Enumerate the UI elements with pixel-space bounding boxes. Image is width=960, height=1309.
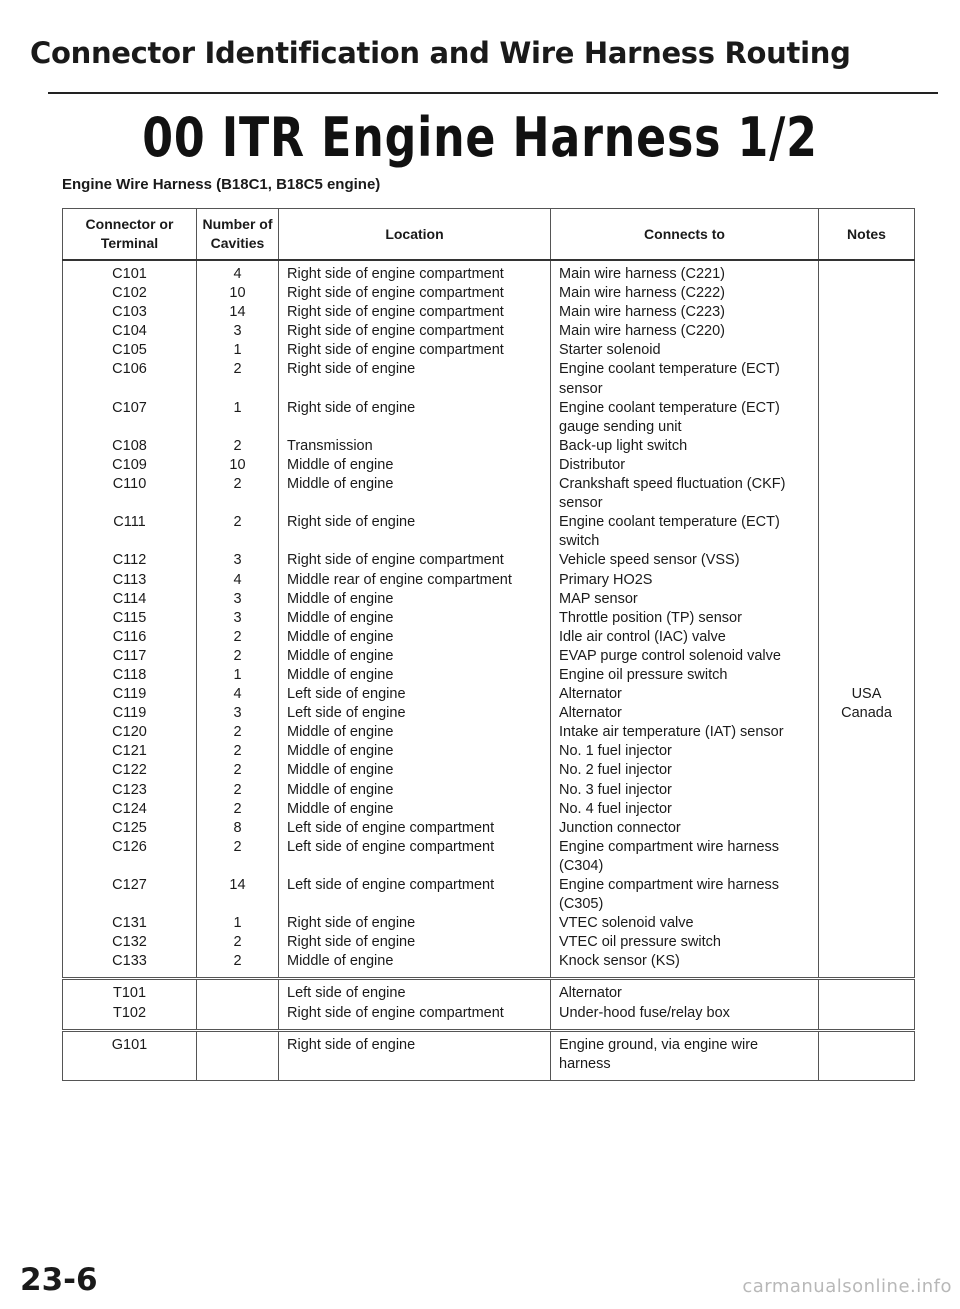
connector-id: C101 <box>112 266 147 282</box>
cell-text: Starter solenoid <box>559 342 661 359</box>
connector-id: C116 <box>112 628 147 645</box>
connector-id: C111 <box>113 514 146 531</box>
cell-text: Middle of engine <box>287 762 394 779</box>
cell-text: Left side of engine compartment <box>287 838 495 855</box>
connector-id: C125 <box>112 819 147 836</box>
table-row-group <box>63 260 915 979</box>
cell-text: 3 <box>233 609 242 626</box>
blank-line <box>205 1055 270 1074</box>
table-header-row <box>63 209 915 261</box>
cell-text: MAP sensor <box>559 590 638 607</box>
connector-id: C118 <box>112 666 147 683</box>
note-text: USA <box>851 686 882 703</box>
blank-line <box>827 380 906 399</box>
cell-text: Right side of engine <box>287 1036 416 1053</box>
cell-text: 2 <box>233 724 242 741</box>
table-row-group <box>63 979 915 1030</box>
cell-text: Main wire harness (C223) <box>559 304 726 321</box>
connector-id: C119 <box>112 705 147 722</box>
cell-text: 3 <box>233 705 242 722</box>
cell-text: 2 <box>233 361 242 378</box>
cell-text: sensor <box>559 380 603 397</box>
blank-line <box>827 857 906 876</box>
cell-text: Alternator <box>559 705 622 722</box>
cell-text: Left side of engine <box>287 985 406 1002</box>
location-cell <box>279 1030 551 1080</box>
cell-text: VTEC oil pressure switch <box>559 934 721 951</box>
cell-text: Engine ground, via engine wire <box>559 1036 759 1053</box>
blank-line <box>827 838 906 857</box>
connector-id: T101 <box>112 985 147 1002</box>
blank-line <box>287 494 542 513</box>
cell-text: 2 <box>233 476 242 493</box>
cell-text: EVAP purge control solenoid valve <box>559 647 781 664</box>
blank-line <box>827 532 906 551</box>
page-number: 23-6 <box>20 1262 98 1298</box>
cell-text: No. 3 fuel injector <box>559 781 672 798</box>
header-connects-to: Connects to <box>551 209 819 261</box>
cell-text: Transmission <box>287 437 373 454</box>
cell-text: Engine compartment wire harness <box>559 838 780 855</box>
cell-text: Main wire harness (C222) <box>559 285 726 302</box>
connector-cell <box>63 1030 197 1080</box>
cell-text: Right side of engine compartment <box>287 266 504 282</box>
blank-line <box>287 895 542 914</box>
title-divider <box>48 92 938 94</box>
blank-line <box>827 895 906 914</box>
blank-line <box>287 380 542 399</box>
cell-text: Middle of engine <box>287 628 394 645</box>
connector-id: C103 <box>112 304 147 321</box>
connector-table <box>62 208 915 1081</box>
cell-text: Alternator <box>559 686 622 703</box>
blank-line <box>205 895 270 914</box>
blank-line <box>827 628 906 647</box>
connector-id: C105 <box>112 342 147 359</box>
blank-line <box>827 399 906 418</box>
cell-text: Right side of engine compartment <box>287 342 504 359</box>
connector-id: C104 <box>112 323 147 340</box>
cell-text: Middle of engine <box>287 456 394 473</box>
blank-line <box>827 1004 906 1023</box>
location-cell <box>279 979 551 1030</box>
cell-text: gauge sending unit <box>559 418 682 435</box>
page-title: Connector Identification and Wire Harness Routing <box>30 36 851 70</box>
blank-line <box>287 418 542 437</box>
blank-line <box>827 341 906 360</box>
cell-text: 2 <box>233 838 242 855</box>
table-row-group <box>63 1030 915 1080</box>
blank-line <box>827 322 906 341</box>
cell-text: Back-up light switch <box>559 437 688 454</box>
blank-line <box>827 647 906 666</box>
blank-line <box>71 418 188 437</box>
blank-line <box>827 952 906 971</box>
connector-id: C132 <box>112 934 147 951</box>
cell-text: Middle of engine <box>287 647 394 664</box>
blank-line <box>71 1055 188 1074</box>
blank-line <box>71 895 188 914</box>
connector-id: C114 <box>112 590 147 607</box>
cavities-cell <box>197 260 279 979</box>
header-cavities: Number of Cavities <box>197 209 279 261</box>
cell-text: 1 <box>233 666 242 683</box>
cell-text: Engine compartment wire harness <box>559 877 780 893</box>
blank-line <box>827 1055 906 1074</box>
cell-text: VTEC solenoid valve <box>559 915 694 932</box>
cell-text: 2 <box>233 800 242 817</box>
header-location: Location <box>279 209 551 261</box>
cell-text: Middle of engine <box>287 666 394 683</box>
blank-line <box>205 857 270 876</box>
cavities-cell <box>197 979 279 1030</box>
cell-text: 1 <box>233 342 242 359</box>
header-connector: Connector or Terminal <box>63 209 197 261</box>
blank-line <box>827 284 906 303</box>
blank-line <box>205 1004 270 1023</box>
blank-line <box>827 723 906 742</box>
cell-text: harness <box>559 1055 611 1072</box>
notes-cell <box>819 979 915 1030</box>
blank-line <box>827 303 906 322</box>
cavities-cell <box>197 1030 279 1080</box>
cell-text: Right side of engine compartment <box>287 285 504 302</box>
connector-cell <box>63 260 197 979</box>
cell-text: Right side of engine compartment <box>287 304 504 321</box>
cell-text: Under-hood fuse/relay box <box>559 1004 730 1021</box>
cell-text: Middle of engine <box>287 476 394 493</box>
cell-text: 2 <box>233 953 242 970</box>
cell-text: Engine oil pressure switch <box>559 666 728 683</box>
connector-id: C112 <box>112 552 147 569</box>
connector-id: C110 <box>112 476 147 493</box>
watermark: carmanualsonline.info <box>742 1276 952 1297</box>
cell-text: Vehicle speed sensor (VSS) <box>559 552 740 569</box>
blank-line <box>287 532 542 551</box>
blank-line <box>827 571 906 590</box>
blank-line <box>827 513 906 532</box>
blank-line <box>827 418 906 437</box>
cell-text: 2 <box>233 514 242 531</box>
cell-text: No. 1 fuel injector <box>559 743 672 760</box>
cell-text: 2 <box>233 934 242 951</box>
blank-line <box>827 551 906 570</box>
cell-text: Right side of engine compartment <box>287 323 504 340</box>
blank-line <box>827 742 906 761</box>
blank-line <box>827 876 906 895</box>
blank-line <box>827 456 906 475</box>
cell-text: Middle rear of engine compartment <box>287 571 512 588</box>
location-cell <box>279 260 551 979</box>
cell-text: 3 <box>233 590 242 607</box>
cell-text: Middle of engine <box>287 953 394 970</box>
connector-id: C127 <box>112 877 147 893</box>
cell-text: Left side of engine compartment <box>287 877 495 893</box>
connects-to-cell <box>551 1030 819 1080</box>
cell-text: Middle of engine <box>287 743 394 760</box>
cell-text: Right side of engine <box>287 514 416 531</box>
connector-id: C107 <box>112 399 147 416</box>
blank-line <box>827 265 906 284</box>
blank-line <box>827 437 906 456</box>
cell-text: Engine coolant temperature (ECT) <box>559 514 780 531</box>
connects-to-cell <box>551 260 819 979</box>
blank-line <box>71 532 188 551</box>
blank-line <box>827 609 906 628</box>
cell-text: 3 <box>233 552 242 569</box>
blank-line <box>827 590 906 609</box>
cell-text: Left side of engine <box>287 686 406 703</box>
connector-id: C106 <box>112 361 147 378</box>
cell-text: 3 <box>233 323 242 340</box>
note-text: Canada <box>841 705 892 722</box>
cell-text: 10 <box>229 456 246 473</box>
blank-line <box>287 857 542 876</box>
cell-text: Crankshaft speed fluctuation (CKF) <box>559 476 786 493</box>
cell-text: 14 <box>229 304 246 321</box>
cell-text: Right side of engine <box>287 399 416 416</box>
blank-line <box>827 819 906 838</box>
cell-text: Right side of engine <box>287 934 416 951</box>
cell-text: Distributor <box>559 456 626 473</box>
header-notes: Notes <box>819 209 915 261</box>
cell-text: Right side of engine <box>287 915 416 932</box>
blank-line <box>205 380 270 399</box>
blank-line <box>205 418 270 437</box>
cell-text: 2 <box>233 647 242 664</box>
cell-text: Engine coolant temperature (ECT) <box>559 399 780 416</box>
connects-to-cell <box>551 979 819 1030</box>
cell-text: Right side of engine compartment <box>287 1004 504 1021</box>
cell-text: Middle of engine <box>287 724 394 741</box>
connector-id: C117 <box>112 647 147 664</box>
cell-text: (C304) <box>559 857 604 874</box>
cell-text: 2 <box>233 628 242 645</box>
blank-line <box>827 761 906 780</box>
cell-text: switch <box>559 533 600 550</box>
connector-id: C123 <box>112 781 147 798</box>
blank-line <box>827 666 906 685</box>
blank-line <box>827 914 906 933</box>
connector-cell <box>63 979 197 1030</box>
cell-text: 1 <box>233 915 242 932</box>
blank-line <box>205 984 270 1003</box>
blank-line <box>205 1036 270 1055</box>
cell-text: 4 <box>233 266 242 282</box>
cell-text: 4 <box>233 686 242 703</box>
connector-id: C122 <box>112 762 147 779</box>
blank-line <box>287 1055 542 1074</box>
blank-line <box>827 360 906 379</box>
connector-id: C113 <box>112 571 147 588</box>
cell-text: 14 <box>229 877 246 893</box>
cell-text: (C305) <box>559 896 604 913</box>
connector-id: C131 <box>112 915 147 932</box>
cell-text: Middle of engine <box>287 590 394 607</box>
cell-text: 2 <box>233 743 242 760</box>
connector-id: C121 <box>112 743 147 760</box>
blank-line <box>827 984 906 1003</box>
cell-text: Left side of engine <box>287 705 406 722</box>
blank-line <box>827 1036 906 1055</box>
blank-line <box>827 933 906 952</box>
connector-id: T102 <box>112 1004 147 1021</box>
table-subtitle: Engine Wire Harness (B18C1, B18C5 engine) <box>62 176 381 193</box>
cell-text: Left side of engine compartment <box>287 819 495 836</box>
cell-text: 2 <box>233 437 242 454</box>
connector-id: C124 <box>112 800 147 817</box>
cell-text: 2 <box>233 781 242 798</box>
cell-text: 2 <box>233 762 242 779</box>
cell-text: Primary HO2S <box>559 571 653 588</box>
blank-line <box>205 532 270 551</box>
connector-id: C133 <box>112 953 147 970</box>
blank-line <box>71 857 188 876</box>
cell-text: Main wire harness (C220) <box>559 323 726 340</box>
connector-id: C108 <box>112 437 147 454</box>
blank-line <box>71 494 188 513</box>
blank-line <box>827 494 906 513</box>
cell-text: Main wire harness (C221) <box>559 266 726 282</box>
cell-text: No. 2 fuel injector <box>559 762 672 779</box>
connector-id: C115 <box>112 609 147 626</box>
blank-line <box>827 800 906 819</box>
cell-text: Engine coolant temperature (ECT) <box>559 361 780 378</box>
cell-text: Alternator <box>559 985 622 1002</box>
cell-text: 1 <box>233 399 242 416</box>
blank-line <box>827 475 906 494</box>
cell-text: Middle of engine <box>287 609 394 626</box>
cell-text: Middle of engine <box>287 781 394 798</box>
cell-text: No. 4 fuel injector <box>559 800 672 817</box>
cell-text: Knock sensor (KS) <box>559 953 680 970</box>
cell-text: Throttle position (TP) sensor <box>559 609 742 626</box>
blank-line <box>827 781 906 800</box>
blank-line <box>205 494 270 513</box>
cell-text: Right side of engine <box>287 361 416 378</box>
notes-cell <box>819 260 915 979</box>
harness-banner: 00 ITR Engine Harness 1/2 <box>142 106 818 169</box>
notes-cell <box>819 1030 915 1080</box>
cell-text: sensor <box>559 495 603 512</box>
connector-id: G101 <box>111 1036 148 1053</box>
connector-id: C102 <box>112 285 147 302</box>
connector-id: C120 <box>112 724 147 741</box>
connector-id: C119 <box>112 686 147 703</box>
cell-text: Middle of engine <box>287 800 394 817</box>
cell-text: 10 <box>229 285 246 302</box>
cell-text: Right side of engine compartment <box>287 552 504 569</box>
blank-line <box>71 380 188 399</box>
connector-id: C126 <box>112 838 147 855</box>
connector-id: C109 <box>112 456 147 473</box>
cell-text: Idle air control (IAC) valve <box>559 628 726 645</box>
cell-text: Junction connector <box>559 819 681 836</box>
cell-text: 4 <box>233 571 242 588</box>
cell-text: Intake air temperature (IAT) sensor <box>559 724 784 741</box>
cell-text: 8 <box>233 819 242 836</box>
